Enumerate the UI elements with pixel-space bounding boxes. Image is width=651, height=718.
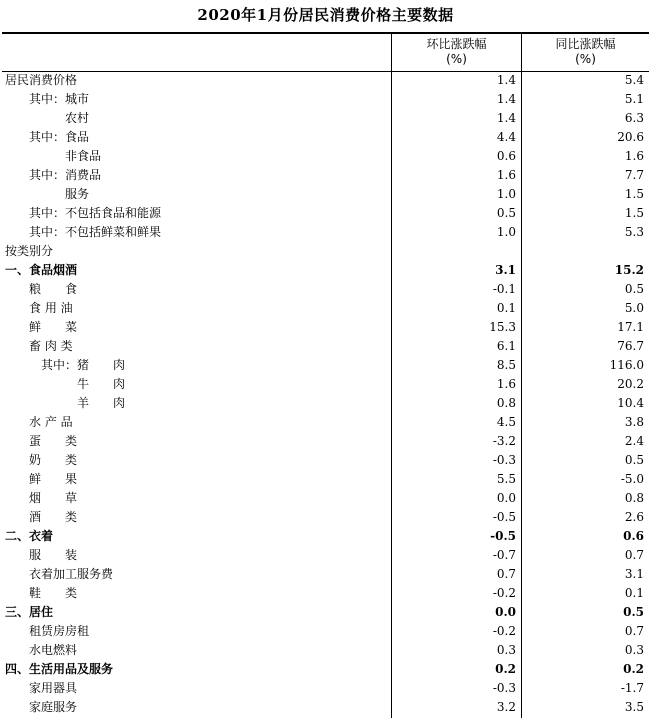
- column-header-yoy: [522, 37, 649, 67]
- table-row: [0, 71, 651, 90]
- mom-value: -0.2: [492, 624, 516, 638]
- table-row: [0, 527, 651, 546]
- yoy-value: 1.5: [624, 187, 644, 201]
- row-label: 二、衣着: [5, 529, 54, 543]
- yoy-value: -1.7: [620, 681, 644, 695]
- mom-value: -0.7: [492, 548, 516, 562]
- column-header-unit: (%): [446, 52, 467, 66]
- table-row: [0, 660, 651, 679]
- mom-value: 4.5: [496, 415, 516, 429]
- mom-value: 1.0: [496, 187, 516, 201]
- row-label: 服务: [65, 187, 90, 201]
- table-row: [0, 166, 651, 185]
- row-label: 其中：消费品: [29, 168, 102, 182]
- row-label: 农村: [65, 111, 90, 125]
- mom-value: 1.4: [496, 73, 516, 87]
- mom-value: -0.1: [492, 282, 516, 296]
- mom-value: 8.5: [496, 358, 516, 372]
- mom-value: 0.0: [495, 605, 516, 619]
- table-row: [0, 337, 651, 356]
- mom-value: -0.3: [492, 681, 516, 695]
- row-label: 其中：不包括食品和能源: [29, 206, 162, 220]
- column-header-mom: [392, 37, 521, 67]
- row-label: 四、生活用品及服务: [5, 662, 114, 676]
- mom-value: 0.2: [495, 662, 516, 676]
- table-row: [0, 356, 651, 375]
- table-row: [0, 261, 651, 280]
- row-label: 其中：食品: [29, 130, 90, 144]
- row-label: 鲜 菜: [29, 320, 78, 334]
- table-row: [0, 223, 651, 242]
- yoy-value: 0.8: [624, 491, 644, 505]
- yoy-value: 17.1: [617, 320, 644, 334]
- yoy-value: 0.3: [624, 643, 644, 657]
- mom-value: 1.6: [496, 168, 516, 182]
- table-row: [0, 698, 651, 717]
- yoy-value: 1.5: [624, 206, 644, 220]
- table-row: [0, 489, 651, 508]
- mom-value: 1.6: [496, 377, 516, 391]
- mom-value: 1.0: [496, 225, 516, 239]
- row-label: 家庭服务: [29, 700, 78, 714]
- table-row: [0, 280, 651, 299]
- row-label: 烟 草: [29, 491, 78, 505]
- table-row: [0, 432, 651, 451]
- yoy-value: 3.8: [624, 415, 644, 429]
- row-label: 一、食品烟酒: [5, 263, 78, 277]
- row-label: 畜 肉 类: [29, 339, 73, 353]
- table-row: [0, 204, 651, 223]
- row-label: 蛋 类: [29, 434, 78, 448]
- table-row: [0, 109, 651, 128]
- row-label: 其中：猪 肉: [41, 358, 126, 372]
- mom-value: -0.3: [492, 453, 516, 467]
- table-row: [0, 546, 651, 565]
- mom-value: 0.8: [496, 396, 516, 410]
- yoy-value: 0.6: [623, 529, 644, 543]
- mom-value: 0.3: [496, 643, 516, 657]
- row-label: 非食品: [65, 149, 102, 163]
- table-row: [0, 242, 651, 261]
- mom-value: 3.1: [495, 263, 516, 277]
- table-row: [0, 413, 651, 432]
- yoy-value: 7.7: [624, 168, 644, 182]
- row-label: 粮 食: [29, 282, 78, 296]
- row-label: 三、居住: [5, 605, 54, 619]
- yoy-value: 0.5: [623, 605, 644, 619]
- table-row: [0, 508, 651, 527]
- mom-value: -0.2: [492, 586, 516, 600]
- yoy-value: 1.6: [624, 149, 644, 163]
- yoy-value: 0.7: [624, 624, 644, 638]
- table-row: [0, 603, 651, 622]
- yoy-value: 0.5: [624, 453, 644, 467]
- mom-value: 0.7: [496, 567, 516, 581]
- mom-value: 5.5: [496, 472, 516, 486]
- table-row: [0, 470, 651, 489]
- row-label: 其中：不包括鲜菜和鲜果: [29, 225, 162, 239]
- yoy-value: 10.4: [617, 396, 644, 410]
- yoy-value: 15.2: [614, 263, 644, 277]
- row-label: 酒 类: [29, 510, 78, 524]
- mom-value: 0.0: [496, 491, 516, 505]
- mom-value: 0.1: [496, 301, 516, 315]
- row-label: 羊 肉: [77, 396, 126, 410]
- row-label: 服 装: [29, 548, 78, 562]
- table-row: [0, 622, 651, 641]
- row-label: 水电燃料: [29, 643, 78, 657]
- table-row: [0, 565, 651, 584]
- mom-value: -0.5: [492, 510, 516, 524]
- yoy-value: 0.2: [623, 662, 644, 676]
- yoy-value: 0.1: [624, 586, 644, 600]
- row-label: 租赁房房租: [29, 624, 90, 638]
- row-label: 衣着加工服务费: [29, 567, 114, 581]
- table-row: [0, 299, 651, 318]
- mom-value: 15.3: [489, 320, 516, 334]
- table-row: [0, 128, 651, 147]
- table-row: [0, 147, 651, 166]
- column-header-label: 同比涨跌幅: [555, 37, 616, 51]
- yoy-value: 5.0: [624, 301, 644, 315]
- yoy-value: 76.7: [617, 339, 644, 353]
- row-label: 家用器具: [29, 681, 78, 695]
- mom-value: 4.4: [496, 130, 516, 144]
- mom-value: 1.4: [496, 111, 516, 125]
- page-title: 2020年1月份居民消费价格主要数据: [197, 6, 454, 24]
- table-row: [0, 584, 651, 603]
- mom-value: 6.1: [496, 339, 516, 353]
- row-label: 牛 肉: [77, 377, 126, 391]
- yoy-value: 6.3: [624, 111, 644, 125]
- table-row: [0, 394, 651, 413]
- table-top-rule: [2, 32, 649, 34]
- yoy-value: 5.4: [624, 73, 644, 87]
- table-row: [0, 641, 651, 660]
- table-row: [0, 679, 651, 698]
- row-label: 食 用 油: [29, 301, 73, 315]
- row-label: 鲜 果: [29, 472, 78, 486]
- mom-value: -3.2: [492, 434, 516, 448]
- mom-value: 1.4: [496, 92, 516, 106]
- row-label: 鞋 类: [29, 586, 78, 600]
- row-label: 按类别分: [5, 244, 54, 258]
- yoy-value: 2.6: [624, 510, 644, 524]
- row-label: 水 产 品: [29, 415, 73, 429]
- mom-value: 3.2: [496, 700, 516, 714]
- data-table-body: [0, 71, 651, 717]
- mom-value: 0.5: [496, 206, 516, 220]
- mom-value: 0.6: [496, 149, 516, 163]
- table-row: [0, 375, 651, 394]
- row-label: 其中：城市: [29, 92, 90, 106]
- column-header-label: 环比涨跌幅: [426, 37, 487, 51]
- yoy-value: 0.7: [624, 548, 644, 562]
- row-label: 居民消费价格: [5, 73, 78, 87]
- yoy-value: 5.3: [624, 225, 644, 239]
- column-header-unit: (%): [575, 52, 596, 66]
- table-row: [0, 185, 651, 204]
- yoy-value: 0.5: [624, 282, 644, 296]
- mom-value: -0.5: [490, 529, 516, 543]
- yoy-value: 20.2: [617, 377, 644, 391]
- yoy-value: -5.0: [620, 472, 644, 486]
- row-label: 奶 类: [29, 453, 78, 467]
- yoy-value: 5.1: [624, 92, 644, 106]
- yoy-value: 3.1: [624, 567, 644, 581]
- table-row: [0, 451, 651, 470]
- table-row: [0, 90, 651, 109]
- yoy-value: 3.5: [624, 700, 644, 714]
- yoy-value: 116.0: [609, 358, 644, 372]
- yoy-value: 2.4: [624, 434, 644, 448]
- table-row: [0, 318, 651, 337]
- yoy-value: 20.6: [617, 130, 644, 144]
